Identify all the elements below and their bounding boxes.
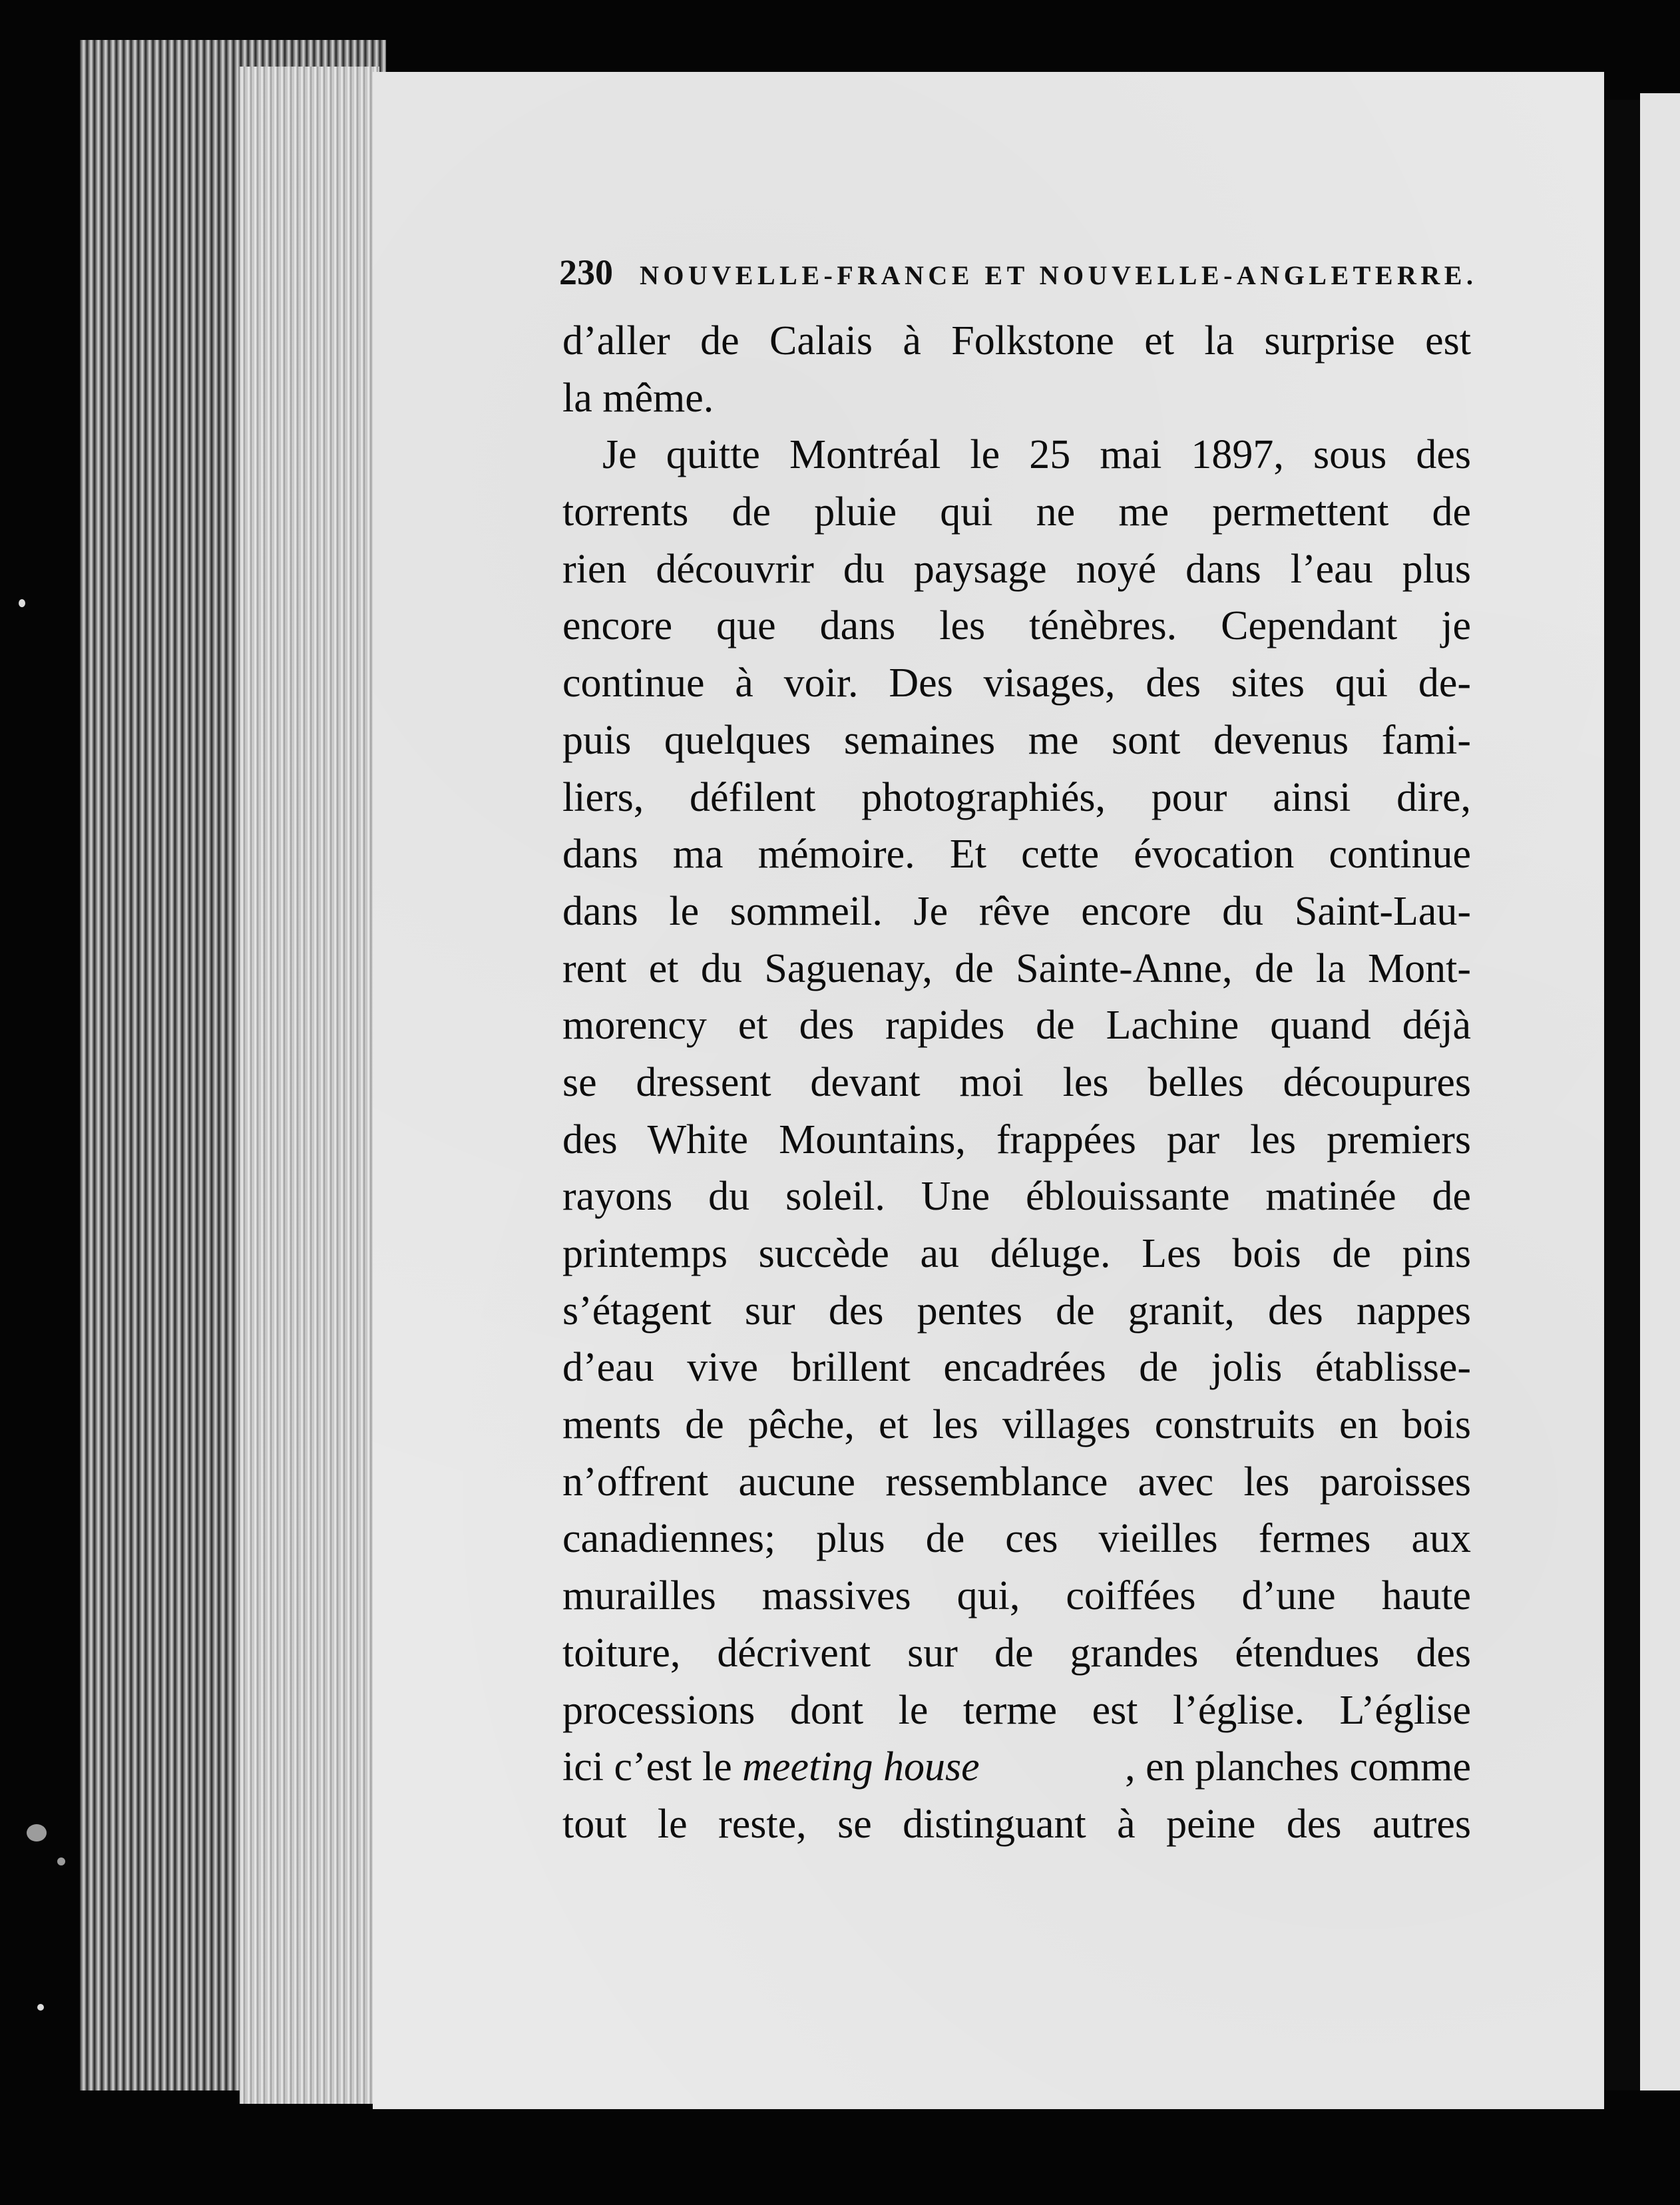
text-line: continue à voir. Des visages, des sites qui de-: [562, 660, 1471, 706]
text-line: liers, défilent photographiés, pour ainsi dire,: [562, 774, 1471, 820]
text-line: canadiennes; plus de ces vieilles fermes aux: [562, 1516, 1471, 1562]
text-line: d’eau vive brillent encadrées de jolis établisse-: [562, 1345, 1471, 1391]
text-line: processions dont le terme est l’église. L’église: [562, 1687, 1471, 1733]
text-segment: ici c’est le: [562, 1744, 743, 1790]
text-line: la même.: [562, 375, 714, 421]
text-line: encore que dans les ténèbres. Cependant je: [562, 603, 1471, 649]
text-line: rent et du Saguenay, de Sainte-Anne, de la Mont-: [562, 945, 1471, 991]
text-line: d’aller de Calais à Folkstone et la surprise est: [562, 318, 1471, 364]
text-line: s’étagent sur des pentes de granit, des nappes: [562, 1288, 1471, 1334]
text-line: [562, 1739, 1471, 1796]
text-line: murailles massives qui, coiffées d’une haute: [562, 1573, 1471, 1619]
text-line: toiture, décrivent sur de grandes étendues des: [562, 1630, 1471, 1676]
text-line: dans le sommeil. Je rêve encore du Saint-Lau-: [562, 888, 1471, 934]
text-line: dans ma mémoire. Et cette évocation continue: [562, 832, 1471, 877]
text-line: rien découvrir du paysage noyé dans l’eau plus: [562, 546, 1471, 592]
book-page-edges-inner: [240, 67, 379, 2104]
text-line: Je quitte Montréal le 25 mai 1897, sous des: [602, 432, 1471, 478]
text-segment: , en planches comme: [1125, 1744, 1471, 1790]
italic-term: meeting house: [742, 1744, 980, 1790]
text-line: se dressent devant moi les belles découpures: [562, 1059, 1471, 1105]
text-line: tout le reste, se distinguant à peine des autres: [562, 1801, 1471, 1847]
running-head: [559, 252, 1478, 298]
next-page-sliver: [1640, 93, 1680, 2090]
book-gutter: [1604, 100, 1640, 2090]
body-text: [562, 313, 1471, 1853]
text-line: torrents de pluie qui ne me permettent de: [562, 489, 1471, 535]
text-line: des White Mountains, frappées par les premiers: [562, 1116, 1471, 1162]
text-line: morency et des rapides de Lachine quand déjà: [562, 1003, 1471, 1049]
text-line: puis quelques semaines me sont devenus fami-: [562, 717, 1471, 763]
text-line: printemps succède au déluge. Les bois de pins: [562, 1231, 1471, 1276]
running-title: NOUVELLE-FRANCE ET NOUVELLE-ANGLETERRE.: [640, 260, 1478, 290]
text-line: n’offrent aucune ressemblance avec les paroisses: [562, 1459, 1471, 1505]
text-line: rayons du soleil. Une éblouissante matinée de: [562, 1174, 1471, 1220]
text-line: ments de pêche, et les villages construits en bois: [562, 1402, 1471, 1448]
page-number: 230: [559, 252, 613, 292]
